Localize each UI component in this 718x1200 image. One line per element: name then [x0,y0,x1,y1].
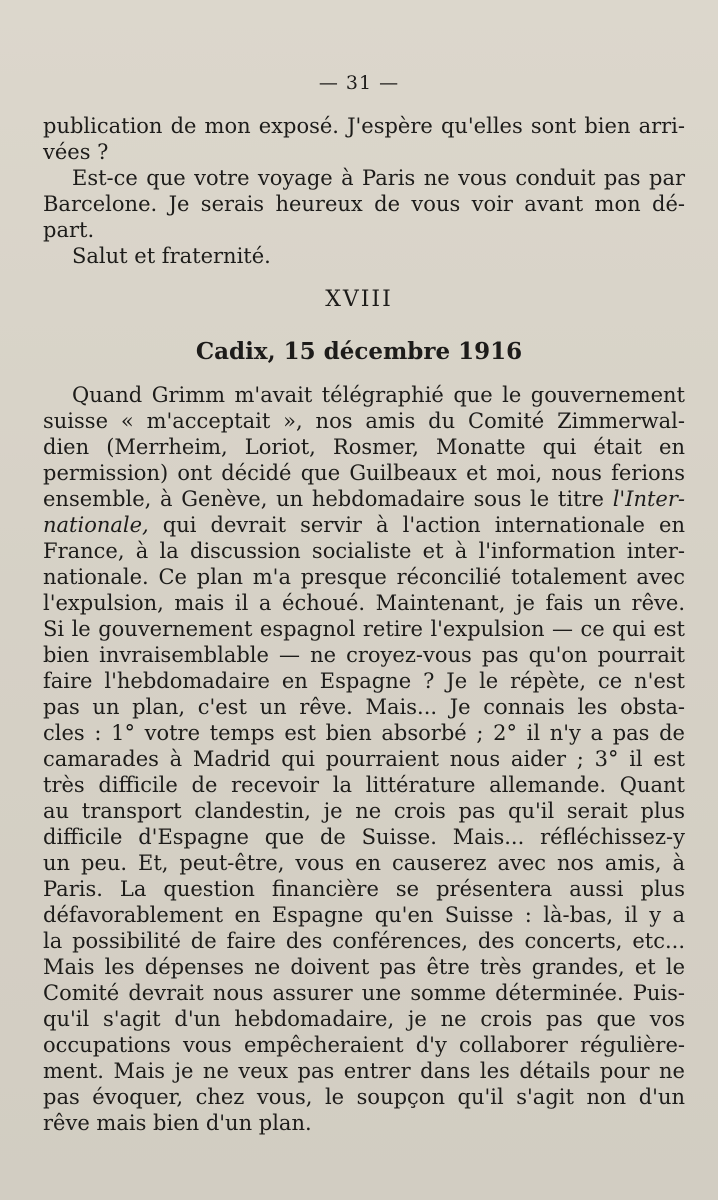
text-line: occupations vous empêcheraient d'y collaborer régulière- [43,1033,685,1057]
text-line: Quand Grimm m'avait télégraphié que le gouvernement [72,383,685,407]
page-number: — 31 — [318,72,400,94]
section-number: XVIII [325,287,393,312]
text-line: Si le gouvernement espagnol retire l'expulsion — ce qui est [43,617,685,641]
journal-title-italic: l'Inter- [612,487,685,511]
text-line: camarades à Madrid qui pourraient nous aider ; 3° il est [43,747,685,771]
text-line: Barcelone. Je serais heureux de vous voir avant mon dé- [43,192,685,216]
text-segment: qui devrait servir à l'action internationale en [148,513,685,537]
text-line: suisse « m'acceptait », nos amis du Comité Zimmerwal- [43,409,685,433]
text-line: un peu. Et, peut-être, vous en causerez avec nos amis, à [43,851,685,875]
letter-heading: Cadix, 15 décembre 1916 [195,338,523,365]
text-line: nationale. Ce plan m'a presque réconcilié totalement avec [43,565,685,589]
text-line: Est-ce que votre voyage à Paris ne vous conduit pas par [72,166,685,190]
closing-salutation: Salut et fraternité. [72,244,271,268]
text-line: Comité devrait nous assurer une somme déterminée. Puis- [43,981,685,1005]
text-line: difficile d'Espagne que de Suisse. Mais... réfléchissez-y [43,825,685,849]
text-line [43,512,685,538]
text-line: Mais les dépenses ne doivent pas être très grandes, et le [43,955,685,979]
text-line: vées ? [43,140,109,164]
text-line: très difficile de recevoir la littérature allemande. Quant [43,773,685,797]
text-line: rêve mais bien d'un plan. [43,1111,312,1135]
text-line: qu'il s'agit d'un hebdomadaire, je ne crois pas que vos [43,1007,685,1031]
journal-title-italic: nationale, [43,513,149,537]
text-line: dien (Merrheim, Loriot, Rosmer, Monatte qui était en [43,435,685,459]
text-line: faire l'hebdomadaire en Espagne ? Je le répète, ce n'est [43,669,685,693]
text-line: cles : 1° votre temps est bien absorbé ; 2° il n'y a pas de [43,721,685,745]
text-line: pas un plan, c'est un rêve. Mais... Je connais les obsta- [43,695,685,719]
text-line: l'expulsion, mais il a échoué. Maintenant, je fais un rêve. [43,591,685,615]
text-line: Paris. La question financière se présentera aussi plus [43,877,685,901]
text-segment: ensemble, à Genève, un hebdomadaire sous le titre [43,487,613,511]
text-line: part. [43,218,95,242]
text-line: bien invraisemblable — ne croyez-vous pas qu'on pourrait [43,643,685,667]
text-line [43,486,685,512]
text-line: France, à la discussion socialiste et à l'information inter- [43,539,685,563]
text-line: au transport clandestin, je ne crois pas qu'il serait plus [43,799,685,823]
text-line: la possibilité de faire des conférences, des concerts, etc... [43,929,685,953]
text-line: publication de mon exposé. J'espère qu'elles sont bien arri- [43,114,685,138]
text-line: pas évoquer, chez vous, le soupçon qu'il s'agit non d'un [43,1085,685,1109]
text-line: défavorablement en Espagne qu'en Suisse : là-bas, il y a [43,903,685,927]
text-line: permission) ont décidé que Guilbeaux et moi, nous ferions [43,461,685,485]
text-line: ment. Mais je ne veux pas entrer dans les détails pour ne [43,1059,685,1083]
